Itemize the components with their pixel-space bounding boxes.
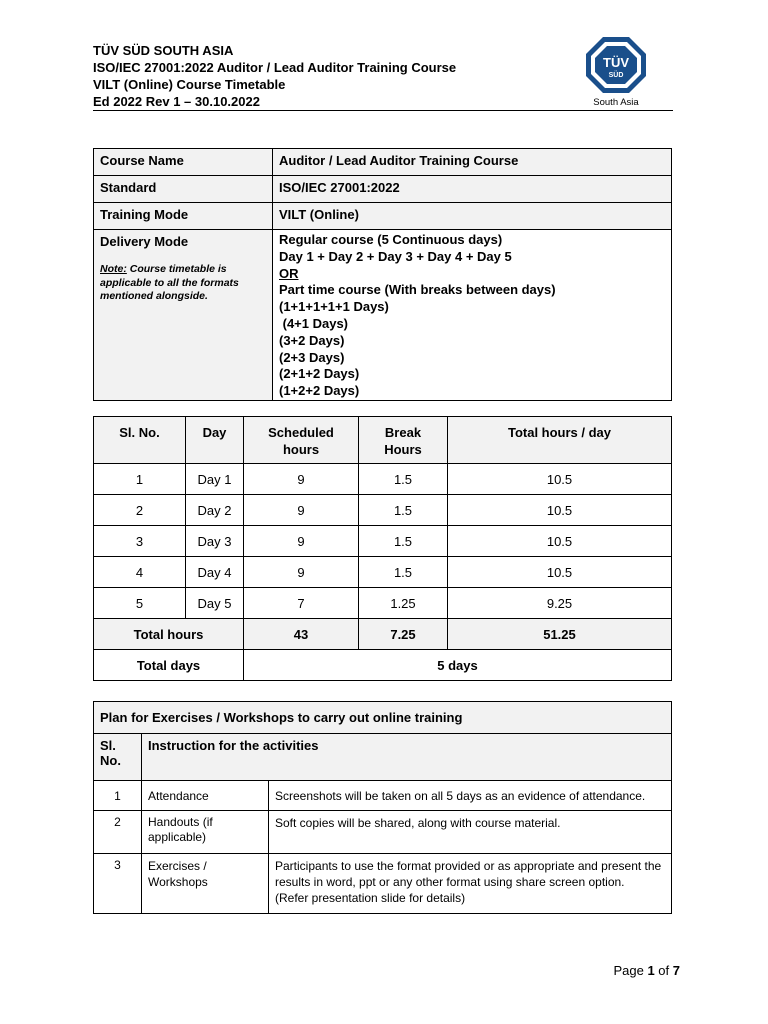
plan-header-row xyxy=(94,734,672,781)
sl-cell: 5 xyxy=(94,588,186,619)
training-mode-value: VILT (Online) xyxy=(273,203,672,230)
plan-description-cell: Screenshots will be taken on all 5 days as an evidence of attendance. xyxy=(269,781,672,811)
info-row-delivery-mode xyxy=(94,230,672,401)
delivery-line: (3+2 Days) xyxy=(279,332,345,348)
standard-label: Standard xyxy=(94,176,273,203)
break-cell: 1.5 xyxy=(359,495,448,526)
col-sl-no: Sl. No. xyxy=(94,417,186,464)
day-cell: Day 2 xyxy=(186,495,244,526)
total-scheduled: 43 xyxy=(244,619,359,650)
total-cell: 10.5 xyxy=(448,526,672,557)
scheduled-cell: 9 xyxy=(244,495,359,526)
delivery-mode-value xyxy=(273,230,672,401)
standard-value: ISO/IEC 27001:2022 xyxy=(273,176,672,203)
table-row xyxy=(94,495,672,526)
delivery-line-or: OR xyxy=(279,265,299,281)
plan-description-text: Participants to use the format provided or as appropriate and present the results in word, ppt or any other format using share screen option. xyxy=(275,859,662,889)
plan-title: Plan for Exercises / Workshops to carry out online training xyxy=(94,702,672,734)
col-scheduled: Scheduled hours xyxy=(244,417,359,464)
plan-table xyxy=(93,701,672,914)
delivery-line: Day 1 + Day 2 + Day 3 + Day 4 + Day 5 xyxy=(279,248,512,264)
hours-table xyxy=(93,416,672,681)
course-name-value: Auditor / Lead Auditor Training Course xyxy=(273,149,672,176)
org-name: TÜV SÜD SOUTH ASIA xyxy=(93,43,234,58)
scheduled-cell: 9 xyxy=(244,464,359,495)
scheduled-cell: 9 xyxy=(244,526,359,557)
total-cell: 9.25 xyxy=(448,588,672,619)
day-cell: Day 1 xyxy=(186,464,244,495)
delivery-line: (2+1+2 Days) xyxy=(279,366,360,382)
break-cell: 1.5 xyxy=(359,526,448,557)
octagon-logo-icon xyxy=(585,36,647,94)
course-info-table xyxy=(93,148,672,401)
total-total: 51.25 xyxy=(448,619,672,650)
info-row-standard xyxy=(94,176,672,203)
break-cell: 1.25 xyxy=(359,588,448,619)
total-cell: 10.5 xyxy=(448,557,672,588)
delivery-line: (1+2+2 Days) xyxy=(279,383,360,399)
sl-cell: 1 xyxy=(94,464,186,495)
delivery-line: (1+1+1+1+1 Days) xyxy=(279,299,389,315)
note-text: Course timetable is applicable to all the formats mentioned alongside. xyxy=(100,263,239,302)
delivery-line: Regular course (5 Continuous days) xyxy=(279,232,503,247)
total-days-value: 5 days xyxy=(244,650,672,681)
col-total-per-day: Total hours / day xyxy=(448,417,672,464)
page-word: Page xyxy=(613,963,648,978)
document-header xyxy=(93,42,673,111)
total-days-row xyxy=(94,650,672,681)
timetable-title: VILT (Online) Course Timetable xyxy=(93,77,286,92)
delivery-mode-cell xyxy=(94,230,273,401)
col-break: Break Hours xyxy=(359,417,448,464)
day-cell: Day 4 xyxy=(186,557,244,588)
plan-col-instruction: Instruction for the activities xyxy=(142,734,672,781)
delivery-line: (4+1 Days) xyxy=(279,315,349,331)
table-row xyxy=(94,526,672,557)
total-hours-label: Total hours xyxy=(94,619,244,650)
delivery-line: Part time course (With breaks between days) xyxy=(279,282,556,298)
total-cell: 10.5 xyxy=(448,495,672,526)
of-word: of xyxy=(654,963,673,978)
table-row xyxy=(94,464,672,495)
edition-line: Ed 2022 Rev 1 – 30.10.2022 xyxy=(93,94,260,109)
plan-activity-cell: Exercises / Workshops xyxy=(142,854,269,914)
break-cell: 1.5 xyxy=(359,557,448,588)
sl-cell: 4 xyxy=(94,557,186,588)
total-break: 7.25 xyxy=(359,619,448,650)
info-row-course-name xyxy=(94,149,672,176)
page-total: 7 xyxy=(672,963,680,978)
day-cell: Day 3 xyxy=(186,526,244,557)
plan-sl-cell: 1 xyxy=(94,781,142,811)
delivery-mode-label: Delivery Mode xyxy=(100,234,189,249)
svg-text:SÜD: SÜD xyxy=(608,72,624,79)
page-footer xyxy=(613,963,680,978)
table-row xyxy=(94,588,672,619)
delivery-line: (2+3 Days) xyxy=(279,349,345,365)
page-number: 1 xyxy=(647,963,655,978)
plan-description-cell: Soft copies will be shared, along with course material. xyxy=(269,811,672,854)
svg-text:TÜV: TÜV xyxy=(603,55,629,70)
logo-caption: South Asia xyxy=(593,97,639,108)
sl-cell: 2 xyxy=(94,495,186,526)
scheduled-cell: 7 xyxy=(244,588,359,619)
plan-description-cell xyxy=(269,854,672,914)
day-cell: Day 5 xyxy=(186,588,244,619)
plan-title-row xyxy=(94,702,672,734)
table-row xyxy=(94,557,672,588)
table-row xyxy=(94,854,672,914)
scheduled-cell: 9 xyxy=(244,557,359,588)
tuv-sud-logo xyxy=(581,36,651,108)
plan-activity-cell: Handouts (if applicable) xyxy=(142,811,269,854)
plan-col-sl: Sl. No. xyxy=(94,734,142,781)
course-title: ISO/IEC 27001:2022 Auditor / Lead Auditor Training Course xyxy=(93,60,457,75)
table-row xyxy=(94,811,672,854)
info-row-training-mode xyxy=(94,203,672,230)
hours-header-row xyxy=(94,417,672,464)
note-prefix: Note: xyxy=(100,263,127,275)
delivery-note xyxy=(100,263,266,304)
plan-activity-cell: Attendance xyxy=(142,781,269,811)
total-hours-row xyxy=(94,619,672,650)
col-day: Day xyxy=(186,417,244,464)
plan-sl-cell: 3 xyxy=(94,854,142,914)
sl-cell: 3 xyxy=(94,526,186,557)
table-row xyxy=(94,781,672,811)
total-days-label: Total days xyxy=(94,650,244,681)
break-cell: 1.5 xyxy=(359,464,448,495)
total-cell: 10.5 xyxy=(448,464,672,495)
plan-description-note: (Refer presentation slide for details) xyxy=(275,891,466,905)
training-mode-label: Training Mode xyxy=(94,203,273,230)
course-name-label: Course Name xyxy=(94,149,273,176)
plan-sl-cell: 2 xyxy=(94,811,142,854)
